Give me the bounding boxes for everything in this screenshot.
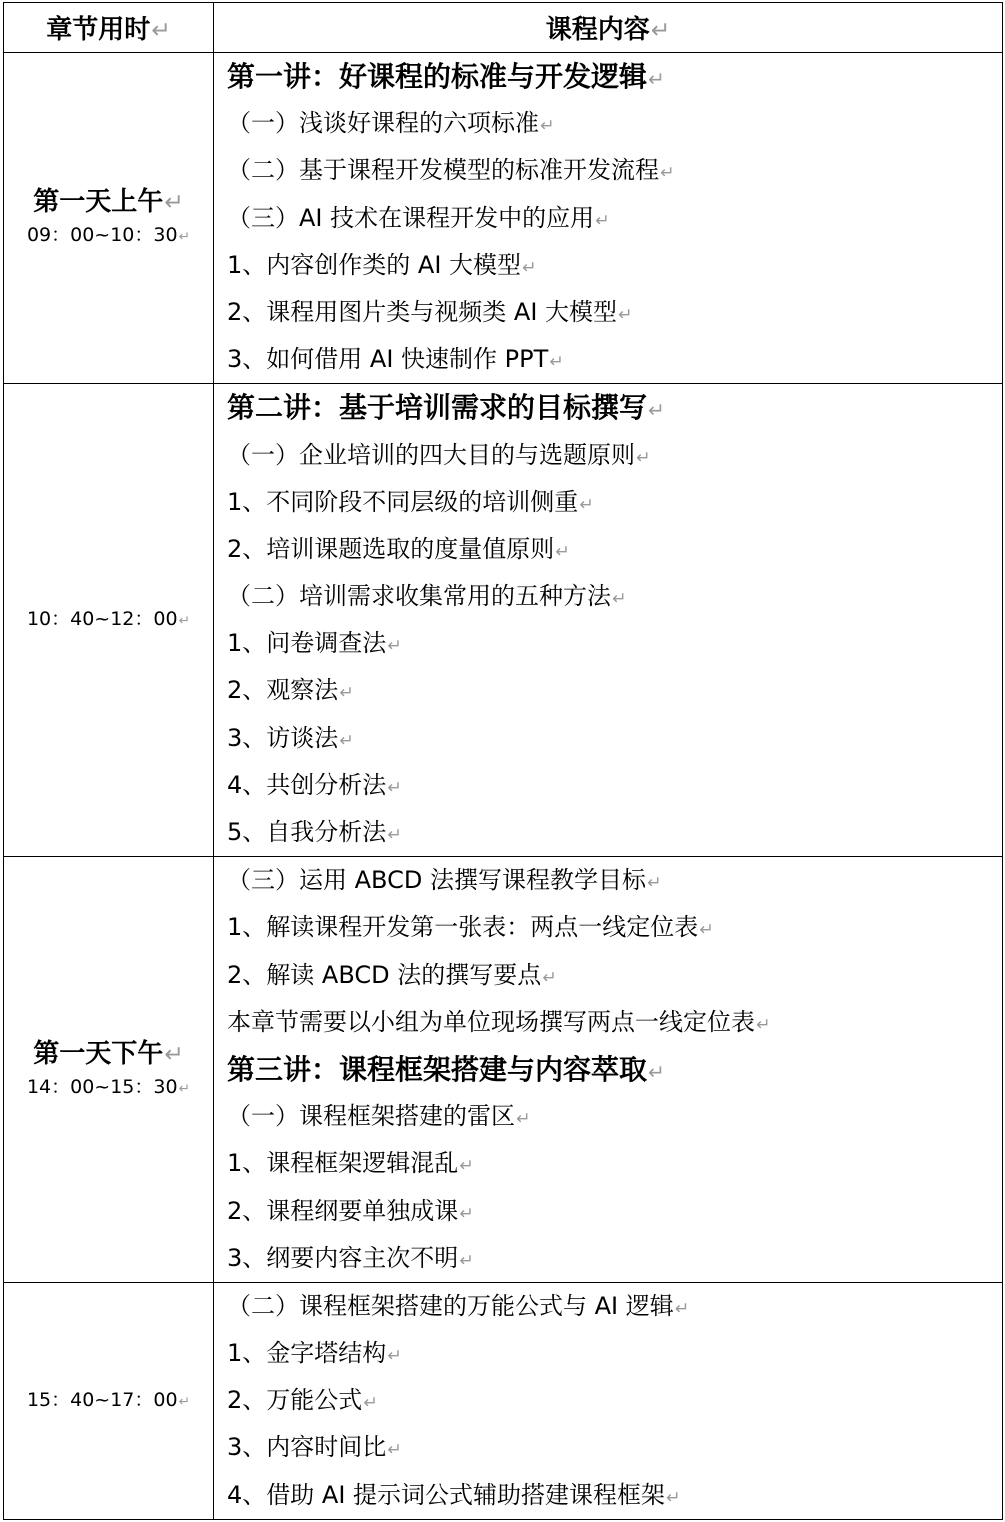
day-label: 第一天上午 [33, 187, 164, 218]
paragraph-mark-icon: ↵ [387, 636, 402, 657]
content-text: 1、问卷调查法 [227, 629, 387, 658]
time-cell [4, 384, 214, 857]
time-range: 15：40~17：00 [26, 1388, 178, 1411]
paragraph-mark-icon: ↵ [151, 16, 171, 44]
paragraph-mark-icon: ↵ [636, 447, 651, 468]
content-line [227, 1235, 1002, 1282]
header-duration [4, 3, 214, 53]
paragraph-mark-icon: ↵ [648, 67, 665, 91]
content-line [227, 289, 1002, 336]
schedule-row [4, 384, 1003, 857]
paragraph-mark-icon: ↵ [387, 825, 402, 845]
content-cell [214, 1282, 1003, 1519]
paragraph-mark-icon: ↵ [339, 730, 354, 751]
paragraph-mark-icon: ↵ [516, 1109, 531, 1130]
content-line [227, 904, 1002, 951]
content-line [227, 1472, 1002, 1519]
content-line [227, 620, 1002, 667]
paragraph-mark-icon: ↵ [612, 589, 627, 610]
content-line [227, 1283, 1002, 1330]
day-label: 第一天下午 [33, 1038, 164, 1069]
paragraph-mark-icon: ↵ [650, 16, 671, 44]
content-line [227, 573, 1002, 620]
paragraph-mark-icon: ↵ [660, 163, 675, 184]
time-cell [4, 1282, 214, 1519]
content-text: 5、自我分析法 [227, 818, 387, 846]
content-line [227, 999, 1002, 1046]
content-text: 1、课程框架逻辑混乱 [227, 1149, 459, 1178]
content-line [227, 432, 1002, 479]
paragraph-mark-icon: ↵ [178, 229, 191, 246]
paragraph-mark-icon: ↵ [459, 1203, 474, 1224]
paragraph-mark-icon: ↵ [699, 920, 714, 941]
content-line [227, 195, 1002, 242]
paragraph-mark-icon: ↵ [178, 1393, 191, 1410]
time-range: 09：00~10：30 [26, 224, 178, 247]
content-cell [214, 384, 1003, 857]
paragraph-mark-icon: ↵ [595, 210, 610, 231]
paragraph-mark-icon: ↵ [178, 1080, 191, 1097]
content-text: （三）运用 ABCD 法撰写课程教学目标 [227, 866, 646, 895]
content-line [227, 762, 1002, 809]
content-text: 1、解读课程开发第一张表：两点一线定位表 [227, 913, 699, 942]
paragraph-mark-icon: ↵ [549, 352, 564, 373]
paragraph-mark-icon: ↵ [178, 613, 191, 630]
content-text: 1、金字塔结构 [227, 1339, 387, 1368]
content-text: 3、访谈法 [227, 723, 339, 752]
content-text: （三）AI 技术在课程开发中的应用 [227, 203, 595, 232]
content-text: 1、不同阶段不同层级的培训侧重 [227, 487, 579, 516]
content-text: 本章节需要以小组为单位现场撰写两点一线定位表 [227, 1007, 755, 1036]
content-text: （一）企业培训的四大目的与选题原则 [227, 440, 635, 469]
content-text: 4、共创分析法 [227, 770, 387, 799]
schedule-row [4, 53, 1003, 384]
content-text: （一）浅谈好课程的六项标准 [227, 109, 539, 138]
header-duration-label: 章节用时 [46, 15, 151, 45]
content-text: （二）基于课程开发模型的标准开发流程 [227, 156, 659, 185]
content-cell [214, 53, 1003, 384]
content-line [227, 100, 1002, 147]
paragraph-mark-icon: ↵ [339, 683, 354, 704]
paragraph-mark-icon: ↵ [666, 1487, 681, 1508]
content-line [227, 1188, 1002, 1235]
content-line [227, 1093, 1002, 1140]
paragraph-mark-icon: ↵ [387, 777, 402, 798]
paragraph-mark-icon: ↵ [540, 116, 555, 137]
paragraph-mark-icon: ↵ [522, 257, 537, 278]
content-text: 3、纲要内容主次不明 [227, 1243, 459, 1272]
content-line [227, 147, 1002, 194]
content-text: 4、借助 AI 提示词公式辅助搭建课程框架 [227, 1480, 666, 1509]
content-line [227, 1140, 1002, 1187]
content-line [227, 526, 1002, 573]
paragraph-mark-icon: ↵ [555, 541, 570, 562]
content-text: 第一讲：好课程的标准与开发逻辑 [227, 60, 648, 93]
content-line [227, 952, 1002, 999]
time-cell [4, 857, 214, 1283]
schedule-row [4, 857, 1003, 1283]
content-text: 2、观察法 [227, 676, 339, 705]
time-range: 10：40~12：00 [26, 608, 178, 631]
content-cell [214, 857, 1003, 1283]
content-line [227, 809, 1002, 856]
content-text: 第二讲：基于培训需求的目标撰写 [227, 391, 648, 425]
header-content [214, 3, 1003, 53]
paragraph-mark-icon: ↵ [164, 188, 184, 217]
content-text: （二）培训需求收集常用的五种方法 [227, 582, 611, 611]
paragraph-mark-icon: ↵ [646, 873, 662, 894]
lecture-title [227, 53, 1002, 100]
time-cell [4, 53, 214, 384]
content-text: 2、培训课题选取的度量值原则 [227, 534, 555, 563]
content-line [227, 1330, 1002, 1377]
lecture-title [227, 384, 1002, 431]
schedule-table [3, 2, 1003, 1520]
content-text: 3、内容时间比 [227, 1433, 387, 1462]
header-row [4, 3, 1003, 53]
paragraph-mark-icon: ↵ [363, 1393, 378, 1414]
content-text: 2、解读 ABCD 法的撰写要点 [227, 960, 542, 989]
content-line [227, 242, 1002, 289]
paragraph-mark-icon: ↵ [387, 1346, 402, 1367]
content-text: （二）课程框架搭建的万能公式与 AI 逻辑 [227, 1291, 674, 1320]
content-line [227, 479, 1002, 526]
content-line [227, 1424, 1002, 1471]
content-text: 1、内容创作类的 AI 大模型 [227, 250, 522, 279]
paragraph-mark-icon: ↵ [648, 398, 665, 423]
paragraph-mark-icon: ↵ [756, 1014, 771, 1035]
content-text: 3、如何借用 AI 快速制作 PPT [227, 345, 549, 374]
paragraph-mark-icon: ↵ [459, 1156, 474, 1177]
schedule-row [4, 1282, 1003, 1519]
content-line [227, 1377, 1002, 1424]
content-text: 2、课程纲要单独成课 [227, 1196, 459, 1225]
time-range: 14：00~15：30 [26, 1075, 178, 1098]
content-line [227, 667, 1002, 714]
paragraph-mark-icon: ↵ [542, 967, 557, 988]
header-content-label: 课程内容 [545, 15, 650, 45]
paragraph-mark-icon: ↵ [648, 1059, 665, 1084]
content-line [227, 857, 1002, 904]
content-text: 第三讲：课程框架搭建与内容萃取 [227, 1052, 648, 1086]
content-text: 2、万能公式 [227, 1386, 363, 1415]
content-text: （一）课程框架搭建的雷区 [227, 1102, 515, 1131]
paragraph-mark-icon: ↵ [579, 494, 594, 515]
paragraph-mark-icon: ↵ [387, 1440, 402, 1461]
lecture-title [227, 1046, 1002, 1093]
content-text: 2、课程用图片类与视频类 AI 大模型 [227, 297, 618, 326]
paragraph-mark-icon: ↵ [618, 304, 633, 325]
paragraph-mark-icon: ↵ [459, 1250, 474, 1271]
content-line [227, 715, 1002, 762]
paragraph-mark-icon: ↵ [164, 1039, 184, 1068]
paragraph-mark-icon: ↵ [674, 1298, 690, 1319]
content-line [227, 336, 1002, 383]
